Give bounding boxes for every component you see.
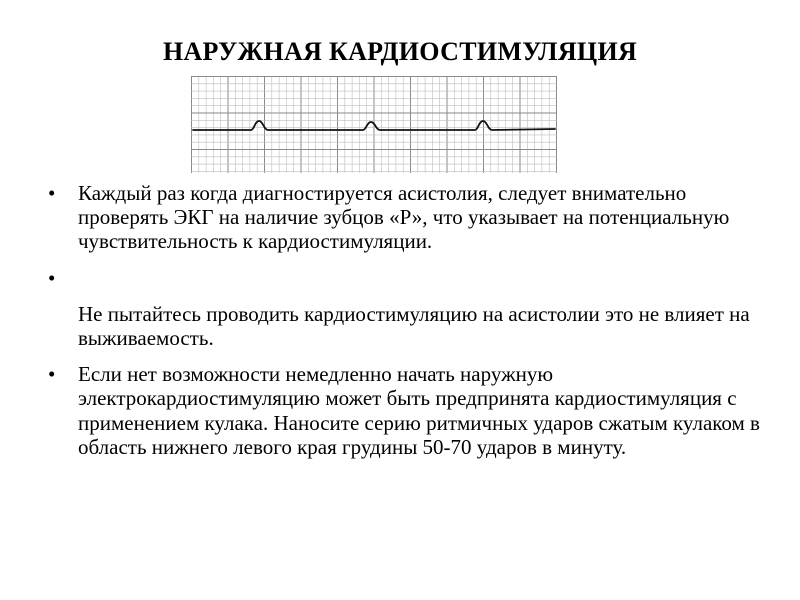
bullet-glyph: • [48,181,56,205]
bullet-list [40,181,765,471]
bullet-item-continuation [40,302,765,350]
ecg-strip-image [191,76,557,173]
bullet-item [40,362,765,459]
bullet-item-empty [40,266,765,290]
bullet-text: Если нет возможности немедленно начать наружную электрокардиостимуляцию может быть предпринята кардиостимуляция с применением кулака. Наносите серию ритмичных ударов сжатым кулаком в область нижнего левого края грудины 50-70 ударов в минуту. [78,362,760,459]
bullet-glyph: • [48,362,56,387]
bullet-item [40,181,765,254]
bullet-text: Не пытайтесь проводить кардиостимуляцию на асистолии это не влияет на выживаемость. [78,301,750,350]
bullet-text: Каждый раз когда диагностируется асистолия, следует внимательно проверять ЭКГ на наличие зубцов «Р», что указывает на потенциальную чувствительность к кардиостимуляции. [78,181,730,254]
bullet-glyph: • [48,265,56,290]
ecg-grid-graphic [191,76,557,173]
bullet-text [78,266,765,290]
slide-title: НАРУЖНАЯ КАРДИОСТИМУЛЯЦИЯ [162,37,638,66]
